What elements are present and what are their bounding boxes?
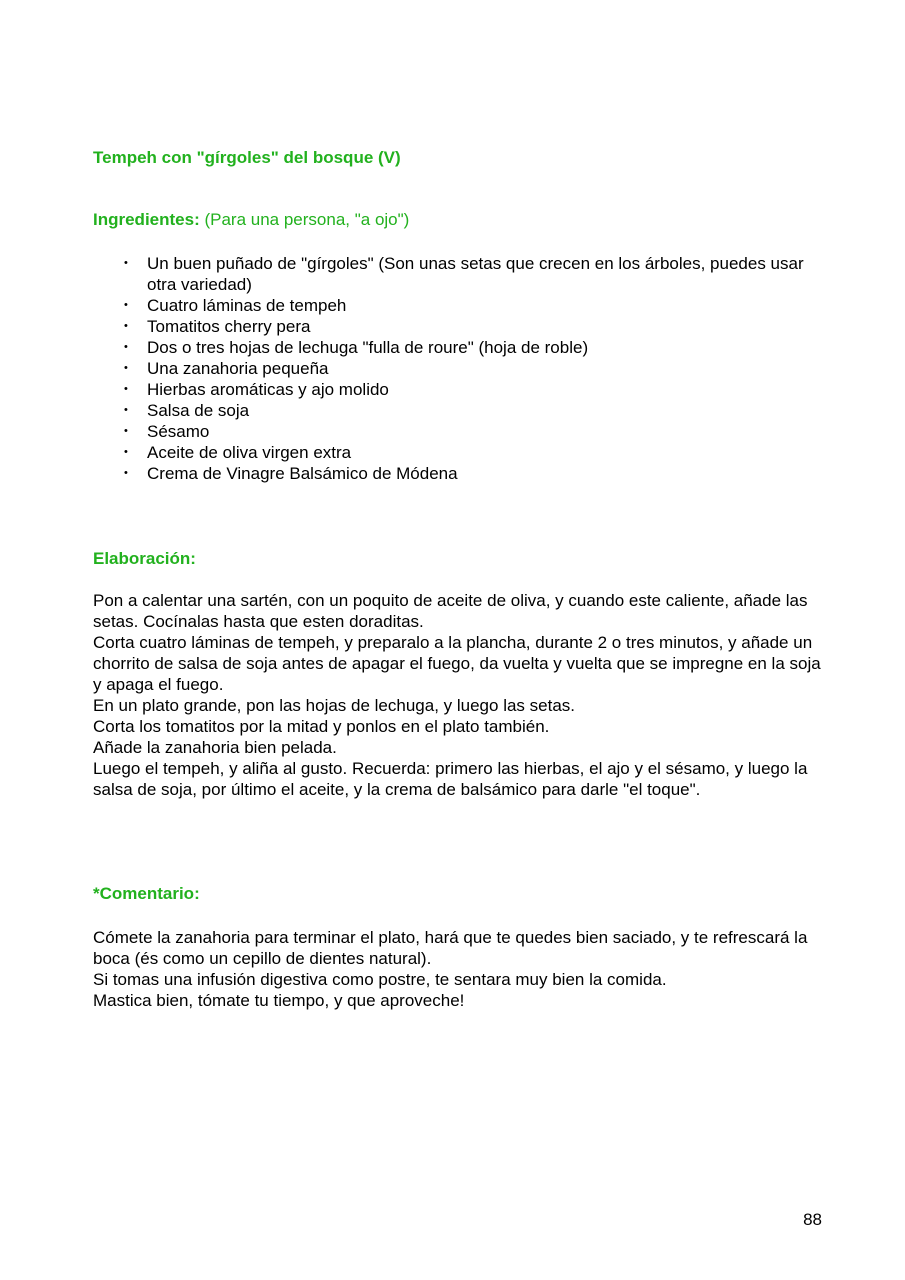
ingredient-text: Un buen puñado de "gírgoles" (Son unas setas que crecen en los árboles, puedes usar otra variedad) [147, 254, 804, 294]
bullet-icon: • [124, 404, 128, 416]
bullet-icon: • [124, 257, 128, 269]
bullet-icon: • [124, 362, 128, 374]
list-item [93, 442, 823, 463]
ingredient-text: Crema de Vinagre Balsámico de Módena [147, 464, 458, 483]
elaboration-paragraph: Añade la zanahoria bien pelada. [93, 738, 337, 757]
ingredients-label: Ingredientes: [93, 210, 200, 229]
comment-paragraph: Mastica bien, tómate tu tiempo, y que aproveche! [93, 991, 465, 1010]
ingredients-heading [93, 209, 409, 230]
ingredient-text: Dos o tres hojas de lechuga "fulla de roure" (hoja de roble) [147, 338, 589, 357]
ingredient-text: Sésamo [147, 422, 210, 441]
list-item [93, 400, 823, 421]
list-item [93, 379, 823, 400]
elaboration-paragraph: Pon a calentar una sartén, con un poquito de aceite de oliva, y cuando este caliente, añade las setas. Cocínalas hasta que esten doraditas. [93, 591, 808, 631]
list-item [93, 253, 823, 295]
ingredients-note: (Para una persona, "a ojo") [199, 210, 410, 229]
elaboration-paragraph: En un plato grande, pon las hojas de lechuga, y luego las setas. [93, 696, 576, 715]
bullet-icon: • [124, 320, 128, 332]
ingredient-text: Una zanahoria pequeña [147, 359, 329, 378]
ingredient-text: Salsa de soja [147, 401, 250, 420]
comment-heading: *Comentario: [93, 884, 200, 903]
ingredient-list [93, 253, 823, 484]
ingredient-text: Tomatitos cherry pera [147, 317, 311, 336]
list-item [93, 316, 823, 337]
recipe-title: Tempeh con "gírgoles" del bosque (V) [93, 148, 401, 167]
comment-body [93, 927, 823, 1011]
elaboration-body [93, 590, 823, 800]
comment-paragraph: Si tomas una infusión digestiva como postre, te sentara muy bien la comida. [93, 970, 667, 989]
bullet-icon: • [124, 467, 128, 479]
list-item [93, 358, 823, 379]
elaboration-heading: Elaboración: [93, 549, 196, 568]
ingredient-text: Aceite de oliva virgen extra [147, 443, 352, 462]
bullet-icon: • [124, 446, 128, 458]
elaboration-paragraph: Corta los tomatitos por la mitad y ponlos en el plato también. [93, 717, 550, 736]
ingredient-text: Cuatro láminas de tempeh [147, 296, 347, 315]
list-item [93, 337, 823, 358]
bullet-icon: • [124, 383, 128, 395]
elaboration-paragraph: Luego el tempeh, y aliña al gusto. Recuerda: primero las hierbas, el ajo y el sésamo, y luego la salsa de soja, por último el aceite, y la crema de balsámico para darle "el toque". [93, 759, 808, 799]
bullet-icon: • [124, 341, 128, 353]
elaboration-paragraph: Corta cuatro láminas de tempeh, y preparalo a la plancha, durante 2 o tres minutos, y añade un chorrito de salsa de soja antes de apagar el fuego, da vuelta y vuelta que se impregne en la soja y apaga el fuego. [93, 633, 821, 694]
comment-paragraph: Cómete la zanahoria para terminar el plato, hará que te quedes bien saciado, y te refrescará la boca (és como un cepillo de dientes natural). [93, 928, 808, 968]
ingredient-text: Hierbas aromáticas y ajo molido [147, 380, 389, 399]
page-number: 88 [803, 1210, 822, 1229]
list-item [93, 463, 823, 484]
list-item [93, 421, 823, 442]
list-item [93, 295, 823, 316]
bullet-icon: • [124, 299, 128, 311]
bullet-icon: • [124, 425, 128, 437]
